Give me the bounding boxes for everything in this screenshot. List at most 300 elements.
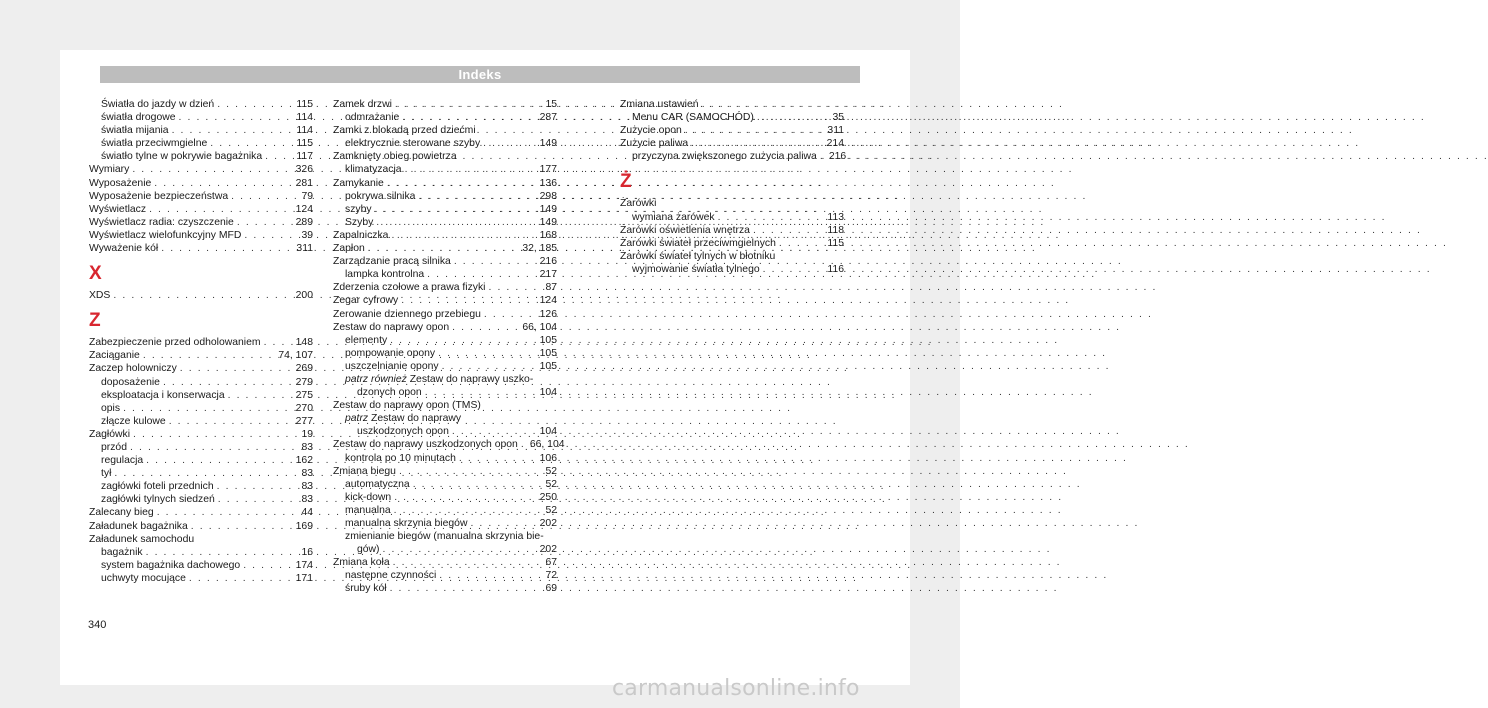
- leader-dots: [215, 493, 302, 506]
- leader-dots: [388, 229, 539, 242]
- index-entry: [333, 268, 557, 281]
- leader-dots: [160, 376, 296, 389]
- index-entry: [89, 389, 313, 402]
- index-entry: [89, 415, 313, 428]
- index-entry-page: 106: [539, 452, 557, 464]
- leader-dots: [261, 336, 296, 349]
- index-entry-label: wyjmowanie światła tylnego: [632, 263, 760, 275]
- index-entry-label: przód: [101, 441, 127, 453]
- leader-dots: [467, 517, 539, 530]
- index-letter-heading: Ż: [620, 171, 632, 193]
- leader-dots: [451, 255, 540, 268]
- leader-dots: [380, 543, 540, 556]
- index-entry-label: Zestaw do naprawy uszkodzonych opon: [333, 439, 518, 451]
- index-entry-label: Żarówki oświetlenia wnętrza: [620, 224, 750, 236]
- index-entry-page: 287: [539, 112, 557, 124]
- index-entry-page: 105: [539, 360, 557, 372]
- leader-dots: [158, 242, 296, 255]
- index-entry-label: Wyważenie kół: [89, 243, 159, 255]
- leader-dots: [225, 389, 296, 402]
- index-entry: [620, 224, 844, 237]
- leader-dots: [817, 150, 829, 163]
- index-entry-label: Zamek drzwi: [333, 99, 392, 110]
- index-entry-page: 52: [545, 465, 557, 477]
- index-entry-page: 66, 104: [522, 321, 557, 333]
- index-entry-page: 126: [539, 308, 557, 320]
- index-entry: [89, 163, 313, 176]
- index-entry: [89, 177, 313, 190]
- index-entry-page: 66, 104: [529, 439, 565, 451]
- index-entry-page: 117: [296, 151, 313, 163]
- index-entry: [89, 362, 313, 375]
- leader-dots: [234, 216, 296, 229]
- index-entry-page: 269: [295, 363, 313, 375]
- leader-dots: [391, 491, 539, 504]
- index-entry-label: manualna: [345, 504, 391, 516]
- index-entry-page: 311: [296, 243, 313, 255]
- index-entry-heading: Żarówki: [620, 198, 657, 210]
- index-entry-label: Zaciąganie: [89, 350, 140, 362]
- leader-dots: [146, 203, 296, 216]
- index-entry: [89, 402, 313, 415]
- index-entry: [333, 452, 557, 465]
- index-entry: [333, 216, 557, 229]
- index-entry-label: Wymiary: [89, 164, 130, 176]
- index-entry-page: 32, 185: [522, 243, 557, 255]
- index-entry-page: 149: [539, 138, 557, 150]
- index-letter-heading: Z: [89, 310, 101, 332]
- index-entry-page: 174: [295, 559, 313, 571]
- leader-dots: [449, 321, 522, 334]
- index-entry-label: Zagłówki: [89, 428, 130, 440]
- index-entry: [89, 111, 313, 124]
- leader-dots: [392, 98, 546, 111]
- index-entry-label: Menu CAR (SAMOCHÓD): [632, 112, 754, 124]
- index-entry-label: następne czynności: [345, 570, 437, 582]
- index-entry-label: Zalecany bieg: [89, 507, 154, 519]
- index-entry: [333, 517, 557, 530]
- index-entry: [333, 569, 557, 582]
- index-entry-label: tył: [101, 468, 112, 480]
- index-entry: [333, 465, 557, 478]
- leader-dots: [682, 124, 828, 137]
- index-entry-label: uszkodzonych opon: [357, 426, 449, 438]
- leader-dots: [760, 263, 828, 276]
- index-entry: [620, 150, 847, 163]
- leader-dots: [262, 150, 296, 163]
- leader-dots: [481, 308, 540, 321]
- index-entry-page: 79: [301, 190, 313, 202]
- leader-dots: [410, 478, 546, 491]
- index-entry-page: 83: [301, 481, 313, 493]
- index-entry-label: gów): [357, 544, 380, 556]
- watermark: carmanualsonline.info: [612, 676, 860, 701]
- index-entry-label: Wyświetlacz radia: czyszczenie: [89, 216, 234, 228]
- index-entry-label: Szyby: [345, 216, 374, 228]
- leader-dots: [485, 281, 545, 294]
- index-entry-label: bagażnik: [101, 546, 143, 558]
- index-entry-label: przyczyna zwiększonego zużycia paliwa: [632, 151, 817, 163]
- index-entry: [333, 438, 565, 451]
- index-entry-label: eksploatacja i konserwacja: [101, 389, 225, 401]
- cross-reference-prefix: patrz: [345, 413, 369, 425]
- index-entry-page: 114: [296, 112, 313, 124]
- index-entry-label: światła drogowe: [101, 112, 176, 124]
- index-entry-page: 15: [545, 99, 557, 110]
- index-entry-page: 83: [301, 494, 313, 506]
- index-entry-page: 217: [539, 269, 557, 281]
- index-entry-page: 83: [301, 468, 313, 480]
- index-entry-page: 216: [539, 256, 557, 268]
- leader-dots: [372, 203, 540, 216]
- leader-dots: [390, 556, 546, 569]
- index-entry: [89, 467, 313, 480]
- index-entry-label: szyby: [345, 203, 372, 215]
- index-entry-label: światła mijania: [101, 125, 169, 137]
- index-entry-label: Zmiana koła: [333, 557, 390, 569]
- leader-dots: [241, 229, 301, 242]
- index-entry-label: Wyposażenie bezpieczeństwa: [89, 190, 229, 202]
- index-entry: [89, 203, 313, 216]
- index-entry: [333, 308, 557, 321]
- leader-dots: [169, 124, 297, 137]
- index-entry: [333, 203, 557, 216]
- index-entry: [333, 137, 557, 150]
- index-entry: [333, 543, 557, 556]
- index-entry-page: 44: [301, 507, 313, 519]
- leader-dots: [129, 163, 295, 176]
- index-entry-label: Światła do jazdy w dzień: [101, 99, 215, 110]
- index-entry-label: opis: [101, 402, 121, 414]
- index-entry-page: 16: [301, 546, 313, 558]
- leader-dots: [518, 438, 530, 451]
- leader-dots: [424, 268, 540, 281]
- index-entry-label: światła przeciwmgielne: [101, 138, 208, 150]
- index-entry: [89, 493, 313, 506]
- leader-dots: [240, 559, 295, 572]
- index-entry: [89, 336, 313, 349]
- index-entry-page: 52: [545, 504, 557, 516]
- leader-dots: [387, 334, 539, 347]
- leader-dots: [422, 386, 540, 399]
- index-entry-label: Zmiana biegu: [333, 465, 396, 477]
- page-number: 340: [88, 619, 107, 631]
- leader-dots: [214, 98, 296, 111]
- index-entry-label: zagłówki foteli przednich: [101, 481, 214, 493]
- index-entry-label: doposażenie: [101, 376, 160, 388]
- index-entry-page: 149: [539, 203, 557, 215]
- index-entry: [333, 582, 557, 595]
- index-cross-reference: [333, 412, 557, 425]
- index-entry-page: 104: [539, 426, 557, 438]
- index-entry: [89, 506, 313, 519]
- index-entry: [333, 425, 557, 438]
- leader-dots: [688, 137, 827, 150]
- index-entry: [333, 177, 557, 190]
- index-entry: [89, 572, 313, 585]
- index-entry-page: 118: [827, 224, 844, 236]
- index-entry-label: elektrycznie sterowane szyby: [345, 138, 481, 150]
- index-entry-page: 124: [539, 295, 557, 307]
- index-entry-page: 326: [295, 164, 313, 176]
- leader-dots: [387, 582, 546, 595]
- index-entry-page: 277: [295, 415, 313, 427]
- index-entry: [89, 229, 313, 242]
- leader-dots: [449, 425, 540, 438]
- leader-dots: [177, 362, 296, 375]
- index-entry: [89, 216, 313, 229]
- index-entry: [333, 491, 557, 504]
- leader-dots: [415, 190, 539, 203]
- index-entry-label: elementy: [345, 334, 388, 346]
- index-entry-page: 169: [295, 520, 313, 532]
- index-entry-page: 115: [296, 99, 313, 110]
- leader-dots: [143, 546, 302, 559]
- index-entry-label: Żarówki świateł przeciwmgielnych: [620, 237, 776, 249]
- index-entry-label: wymiana żarówek: [632, 211, 715, 223]
- index-entry-label: manualna skrzynia biegów: [345, 518, 468, 529]
- index-entry: [620, 237, 844, 250]
- leader-dots: [439, 360, 540, 373]
- leader-dots: [140, 349, 278, 362]
- leader-dots: [111, 467, 301, 480]
- index-entry-page: 105: [539, 347, 557, 359]
- index-entry-label: Zużycie opon: [620, 125, 682, 137]
- index-entry-label: Zapalniczka: [333, 229, 389, 241]
- index-entry: [89, 124, 313, 137]
- index-entry-page: 124: [295, 203, 313, 215]
- index-entry-page: 35: [832, 112, 844, 124]
- index-entry-label: Zabezpieczenie przed odholowaniem: [89, 337, 261, 349]
- leader-dots: [750, 224, 827, 237]
- index-cross-reference: [333, 373, 557, 386]
- index-entry-page: 74, 107: [278, 350, 313, 362]
- index-entry: [89, 520, 313, 533]
- index-entry: [89, 559, 313, 572]
- leader-dots: [207, 137, 296, 150]
- index-column-1: [89, 98, 313, 585]
- leader-dots: [188, 520, 296, 533]
- index-entry: [620, 111, 844, 124]
- index-entry: [333, 281, 557, 294]
- index-entry-page: 289: [295, 216, 313, 228]
- index-entry: [89, 349, 313, 362]
- index-entry-label: Zaczep holowniczy: [89, 363, 177, 375]
- index-entry-page: 177: [539, 164, 557, 176]
- leader-dots: [166, 415, 296, 428]
- index-entry: [89, 137, 313, 150]
- index-entry: [89, 190, 313, 203]
- index-entry-page: 67: [545, 557, 557, 569]
- index-entry-label: uchwyty mocujące: [101, 572, 186, 584]
- index-entry-page: 149: [539, 216, 557, 228]
- leader-dots: [402, 163, 540, 176]
- index-entry: [333, 229, 557, 242]
- index-entry-label: śruby kół: [345, 583, 387, 595]
- index-entry-page: 281: [295, 177, 313, 189]
- index-entry: [333, 111, 557, 124]
- index-entry: [89, 242, 313, 255]
- index-entry: [333, 504, 557, 517]
- index-entry-page: 113: [827, 211, 844, 223]
- index-column-2: [333, 98, 565, 596]
- index-entry-page: 298: [539, 190, 557, 202]
- index-entry-page: 39: [301, 229, 313, 241]
- index-entry: [89, 289, 313, 302]
- index-entry-label: złącze kulowe: [101, 415, 166, 427]
- index-entry: [89, 150, 313, 163]
- index-entry: [333, 478, 557, 491]
- index-entry-label: Zestaw do naprawy opon: [333, 321, 450, 333]
- index-entry-label: Zderzenia czołowe a prawa fizyki: [333, 282, 486, 294]
- leader-dots: [754, 111, 833, 124]
- index-entry: [333, 347, 557, 360]
- index-entry-page: 72: [545, 570, 557, 582]
- index-entry-label: Zamykanie: [333, 177, 384, 189]
- leader-dots: [214, 480, 302, 493]
- index-entry-label: dzonych opon: [357, 387, 422, 399]
- index-entry-heading: Zestaw do naprawy opon (TMS): [333, 400, 481, 412]
- index-entry-heading: Żarówki świateł tylnych w błotniku: [620, 250, 776, 262]
- index-entry: [333, 556, 557, 569]
- index-entry: [89, 376, 313, 389]
- index-entry-page: 104: [539, 387, 557, 399]
- index-entry-page: 69: [545, 583, 557, 595]
- leader-dots: [715, 211, 828, 224]
- index-entry-page: 171: [295, 572, 313, 584]
- leader-dots: [130, 428, 301, 441]
- index-entry-page: 105: [539, 334, 557, 346]
- index-entry-label: odmrażanie: [345, 112, 400, 124]
- index-entry-page: 136: [539, 177, 557, 189]
- leader-dots: [435, 347, 540, 360]
- index-entry-heading: Załadunek samochodu: [89, 533, 195, 545]
- index-entry-label: pompowanie opony: [345, 347, 436, 359]
- index-entry-label: uszczelnianie opony: [345, 360, 439, 372]
- leader-dots: [456, 452, 540, 465]
- index-letter-heading: X: [89, 263, 102, 285]
- index-entry-heading: Zamknięty obieg powietrza: [333, 151, 457, 163]
- index-entry-page: 216: [828, 151, 847, 163]
- index-entry: [333, 360, 557, 373]
- index-entry: [620, 124, 844, 137]
- index-entry-page: 311: [827, 125, 844, 137]
- index-entry-label: Wyświetlacz: [89, 203, 147, 215]
- leader-dots: [228, 190, 301, 203]
- index-entry: [333, 190, 557, 203]
- index-entry-label: zagłówki tylnych siedzeń: [101, 494, 215, 506]
- index-entry: [333, 255, 557, 268]
- cross-reference-prefix: patrz również: [345, 373, 407, 385]
- index-entry-label: regulacja: [101, 455, 144, 467]
- index-entry: [620, 263, 844, 276]
- index-entry-page: 19: [301, 428, 313, 440]
- leader-dots: [436, 569, 545, 582]
- index-entry: [333, 334, 557, 347]
- index-entry-heading: Zmiana ustawień: [620, 99, 699, 110]
- leader-dots: [480, 137, 540, 150]
- index-entry-page: 116: [827, 263, 844, 275]
- index-entry-label: kick-down: [345, 491, 392, 503]
- section-title: Indeks: [458, 67, 502, 82]
- index-entry-page: 270: [295, 402, 313, 414]
- leader-dots: [384, 177, 540, 190]
- leader-dots: [399, 111, 539, 124]
- index-entry-label: Zegar cyfrowy: [333, 295, 399, 307]
- index-entry: [89, 441, 313, 454]
- leader-dots: [127, 441, 301, 454]
- index-column-3: [620, 98, 847, 276]
- index-entry-page: 202: [539, 518, 557, 529]
- leader-dots: [776, 237, 828, 250]
- leader-dots: [365, 242, 523, 255]
- index-entry-page: 214: [826, 138, 844, 150]
- index-entry-label: Wyświetlacz wielofunkcyjny MFD: [89, 229, 242, 241]
- index-entry: [620, 137, 844, 150]
- index-entry: [89, 428, 313, 441]
- index-entry: [89, 480, 313, 493]
- leader-dots: [120, 402, 296, 415]
- index-entry-page: 250: [539, 491, 557, 503]
- index-entry: [333, 98, 557, 111]
- index-entry-page: 200: [295, 290, 313, 302]
- index-entry-heading: Zamki z blokadą przed dziećmi: [333, 125, 476, 137]
- index-entry: [89, 454, 313, 467]
- index-entry: [620, 211, 844, 224]
- index-entry-label: światło tylne w pokrywie bagażnika: [101, 151, 263, 163]
- index-entry-label: klimatyzacja: [345, 164, 402, 176]
- index-entry-label: automatyczna: [345, 478, 410, 490]
- index-entry-label: Zapłon: [333, 243, 365, 255]
- leader-dots: [154, 506, 302, 519]
- index-entry-page: 115: [827, 237, 844, 249]
- index-entry-page: 279: [295, 376, 313, 388]
- index-entry-label: Zarządzanie pracą silnika: [333, 256, 451, 268]
- leader-dots: [398, 294, 539, 307]
- index-entry-page: 202: [539, 544, 557, 556]
- index-entry-page: 275: [295, 389, 313, 401]
- index-entry: [333, 294, 557, 307]
- section-header: [100, 66, 860, 83]
- index-entry-page: 115: [296, 138, 313, 150]
- index-entry-page: 83: [301, 441, 313, 453]
- index-entry-label: Zerowanie dziennego przebiegu: [333, 308, 481, 320]
- index-entry-page: 114: [296, 125, 313, 137]
- leader-dots: [143, 454, 295, 467]
- index-entry-label: Załadunek bagażnika: [89, 520, 188, 532]
- index-entry-page: 52: [545, 478, 557, 490]
- index-entry: [333, 386, 557, 399]
- index-entry-label: XDS: [89, 290, 111, 302]
- index-entry-label: kontrola po 10 minutach: [345, 452, 456, 464]
- index-entry-page: 162: [295, 455, 313, 467]
- leader-dots: [391, 504, 546, 517]
- index-entry-page: 87: [545, 282, 557, 294]
- index-entry: [333, 163, 557, 176]
- index-entry: [89, 546, 313, 559]
- leader-dots: [176, 111, 297, 124]
- leader-dots: [186, 572, 296, 585]
- index-entry-label: Zużycie paliwa: [620, 138, 689, 150]
- index-entry: [333, 321, 557, 334]
- index-entry-page: 168: [539, 229, 557, 241]
- index-entry-page: 148: [295, 337, 313, 349]
- leader-dots: [396, 465, 545, 478]
- index-entry-label: pokrywa silnika: [345, 190, 416, 202]
- index-entry-label: Wyposażenie: [89, 177, 152, 189]
- leader-dots: [151, 177, 295, 190]
- index-entry-label: system bagażnika dachowego: [101, 559, 241, 571]
